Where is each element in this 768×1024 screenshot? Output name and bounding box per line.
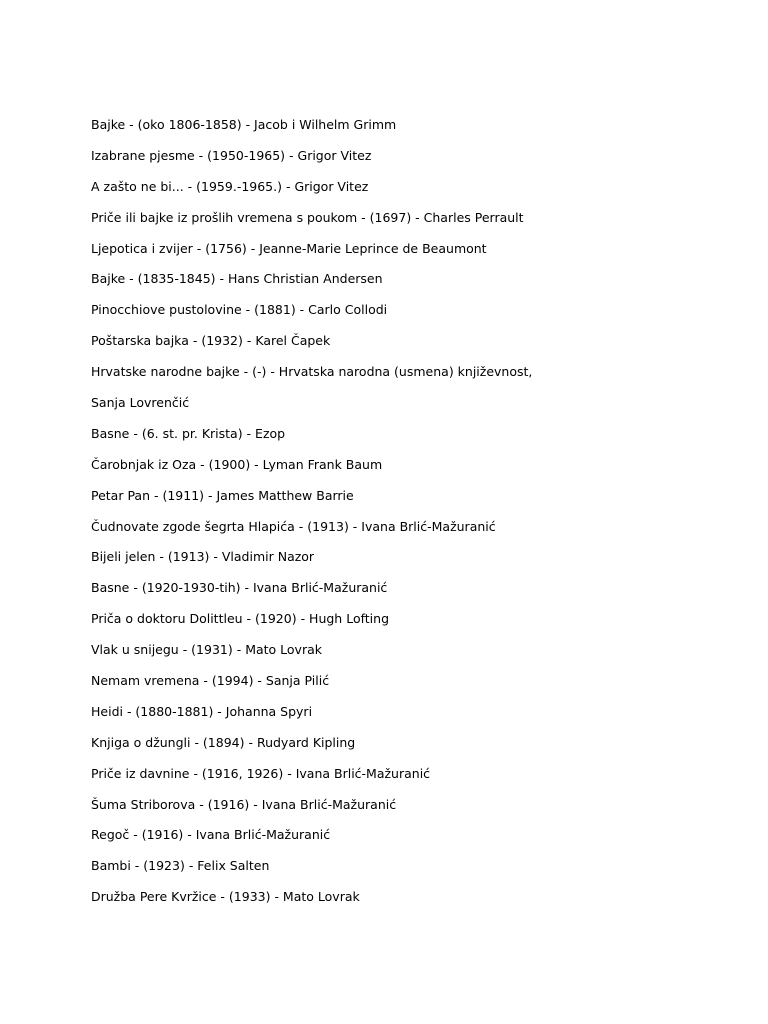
list-item: Čarobnjak iz Oza - (1900) - Lyman Frank Baum <box>91 456 383 472</box>
list-item: Družba Pere Kvržice - (1933) - Mato Lovrak <box>91 889 360 905</box>
book-list <box>91 114 731 917</box>
list-item: Vlak u snijegu - (1931) - Mato Lovrak <box>91 642 322 658</box>
list-item: Ljepotica i zvijer - (1756) - Jeanne-Marie Leprince de Beaumont <box>91 240 487 256</box>
list-item: Sanja Lovrenčić <box>91 395 190 411</box>
list-item: Poštarska bajka - (1932) - Karel Čapek <box>91 333 331 349</box>
list-item: Nemam vremena - (1994) - Sanja Pilić <box>91 673 330 689</box>
list-item: Basne - (6. st. pr. Krista) - Ezop <box>91 425 286 441</box>
list-item: Petar Pan - (1911) - James Matthew Barrie <box>91 487 354 503</box>
list-item: Bajke - (oko 1806-1858) - Jacob i Wilhelm Grimm <box>91 117 397 132</box>
list-item: Hrvatske narodne bajke - (-) - Hrvatska narodna (usmena) književnost, <box>91 364 533 380</box>
list-item: Čudnovate zgode šegrta Hlapića - (1913) - Ivana Brlić-Mažuranić <box>91 518 496 534</box>
list-item: Priča o doktoru Dolittleu - (1920) - Hugh Lofting <box>91 611 390 627</box>
list-item: A zašto ne bi... - (1959.-1965.) - Grigor Vitez <box>91 178 369 194</box>
list-item: Pinocchiove pustolovine - (1881) - Carlo Collodi <box>91 302 388 318</box>
list-item: Priče ili bajke iz prošlih vremena s poukom - (1697) - Charles Perrault <box>91 209 524 225</box>
list-item: Knjiga o džungli - (1894) - Rudyard Kipling <box>91 734 356 750</box>
list-item: Izabrane pjesme - (1950-1965) - Grigor Vitez <box>91 147 372 163</box>
list-item: Bajke - (1835-1845) - Hans Christian Andersen <box>91 271 383 287</box>
list-item: Basne - (1920-1930-tih) - Ivana Brlić-Mažuranić <box>91 580 388 596</box>
list-item: Heidi - (1880-1881) - Johanna Spyri <box>91 703 313 719</box>
list-item: Šuma Striborova - (1916) - Ivana Brlić-Mažuranić <box>91 796 397 812</box>
list-item: Priče iz davnine - (1916, 1926) - Ivana Brlić-Mažuranić <box>91 765 431 781</box>
list-item: Bijeli jelen - (1913) - Vladimir Nazor <box>91 549 315 565</box>
list-item: Regoč - (1916) - Ivana Brlić-Mažuranić <box>91 827 331 843</box>
list-item: Bambi - (1923) - Felix Salten <box>91 858 270 874</box>
